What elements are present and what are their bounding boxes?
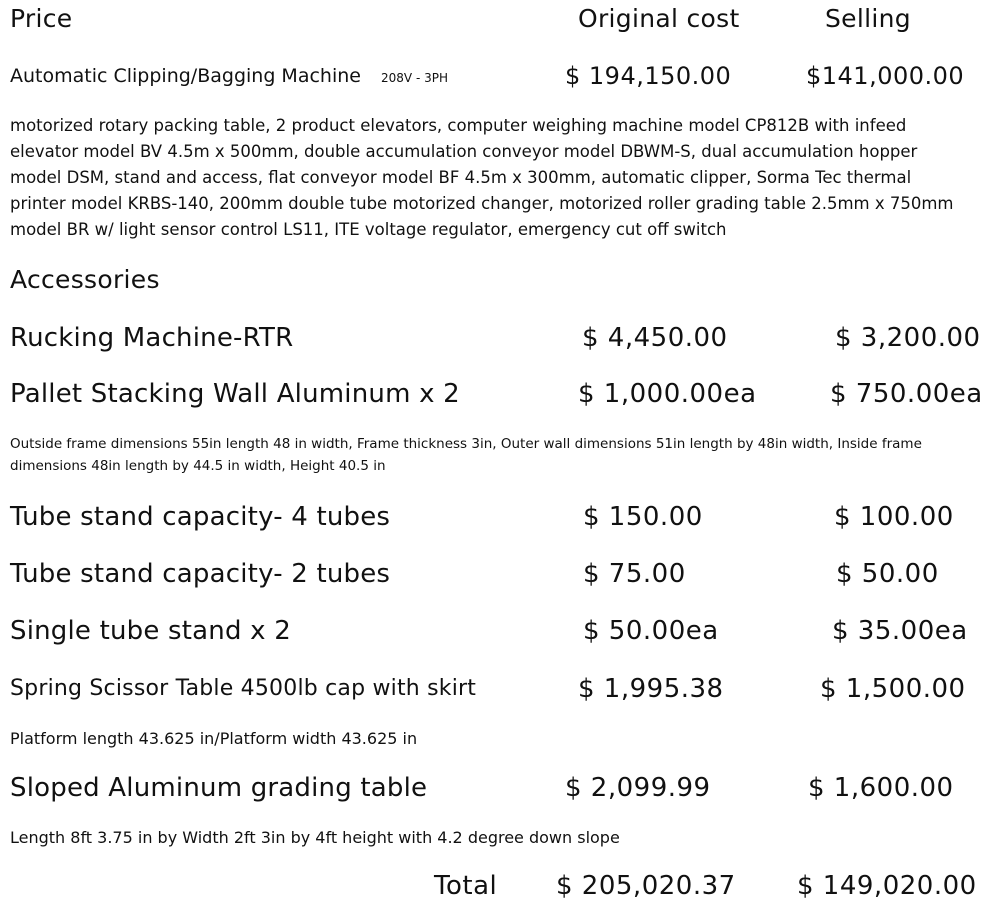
sloped-table-name: Sloped Aluminum grading table [10, 773, 428, 803]
sloped-table-original-price: $ 2,099.99 [565, 773, 711, 803]
total-selling-price: $ 149,020.00 [797, 871, 977, 901]
price-header: Price [10, 4, 73, 33]
tube-stand-4-selling-price: $ 100.00 [834, 502, 954, 532]
pallet-wall-original-price: $ 1,000.00ea [578, 379, 757, 409]
rucking-machine-selling-price: $ 3,200.00 [835, 323, 981, 353]
single-tube-stand-selling-price: $ 35.00ea [832, 616, 968, 646]
tube-stand-4-name: Tube stand capacity- 4 tubes [10, 502, 391, 532]
pallet-wall-dimensions: Outside frame dimensions 55in length 48 in width, Frame thickness 3in, Outer wall dimensions 51in length by 48in width, Inside frame dimensions 48in length by 44.5 in width, Height 40.5 in [10, 436, 922, 474]
scissor-table-original-price: $ 1,995.38 [578, 674, 724, 704]
single-tube-stand-original-price: $ 50.00ea [583, 616, 719, 646]
pallet-wall-name: Pallet Stacking Wall Aluminum x 2 [10, 379, 460, 409]
sloped-table-selling-price: $ 1,600.00 [808, 773, 954, 803]
pallet-wall-selling-price: $ 750.00ea [830, 379, 983, 409]
main-item-voltage: 208V - 3PH [381, 71, 448, 85]
original-cost-header: Original cost [578, 4, 740, 33]
rucking-machine-name: Rucking Machine-RTR [10, 323, 294, 353]
scissor-table-selling-price: $ 1,500.00 [820, 674, 966, 704]
tube-stand-2-name: Tube stand capacity- 2 tubes [10, 559, 391, 589]
selling-header: Selling [825, 4, 911, 33]
accessories-heading: Accessories [10, 265, 160, 294]
total-original-price: $ 205,020.37 [556, 871, 736, 901]
total-label: Total [434, 871, 498, 901]
main-item-name [10, 67, 448, 86]
sloped-table-dimensions: Length 8ft 3.75 in by Width 2ft 3in by 4ft height with 4.2 degree down slope [10, 828, 620, 847]
main-item-title: Automatic Clipping/Bagging Machine [10, 65, 361, 87]
tube-stand-2-original-price: $ 75.00 [583, 559, 686, 589]
main-item-original-price: $ 194,150.00 [565, 62, 732, 90]
main-item-description: motorized rotary packing table, 2 product elevators, computer weighing machine model CP812B with infeed elevator model BV 4.5m x 500mm, double accumulation conveyor model DBWM-S, dual accumulation hopper model DSM, stand and access, flat conveyor model BF 4.5m x 300mm, automatic clipper, Sorma Tec thermal printer model KRBS-140, 200mm double tube motorized changer, motorized roller grading table 2.5mm x 750mm model BR w/ light sensor control LS11, ITE voltage regulator, emergency cut off switch [10, 116, 954, 239]
scissor-table-name: Spring Scissor Table 4500lb cap with skirt [10, 676, 477, 701]
rucking-machine-original-price: $ 4,450.00 [582, 323, 728, 353]
tube-stand-2-selling-price: $ 50.00 [836, 559, 939, 589]
tube-stand-4-original-price: $ 150.00 [583, 502, 703, 532]
scissor-table-dimensions: Platform length 43.625 in/Platform width 43.625 in [10, 729, 418, 748]
single-tube-stand-name: Single tube stand x 2 [10, 616, 291, 646]
main-item-selling-price: $141,000.00 [806, 62, 965, 90]
